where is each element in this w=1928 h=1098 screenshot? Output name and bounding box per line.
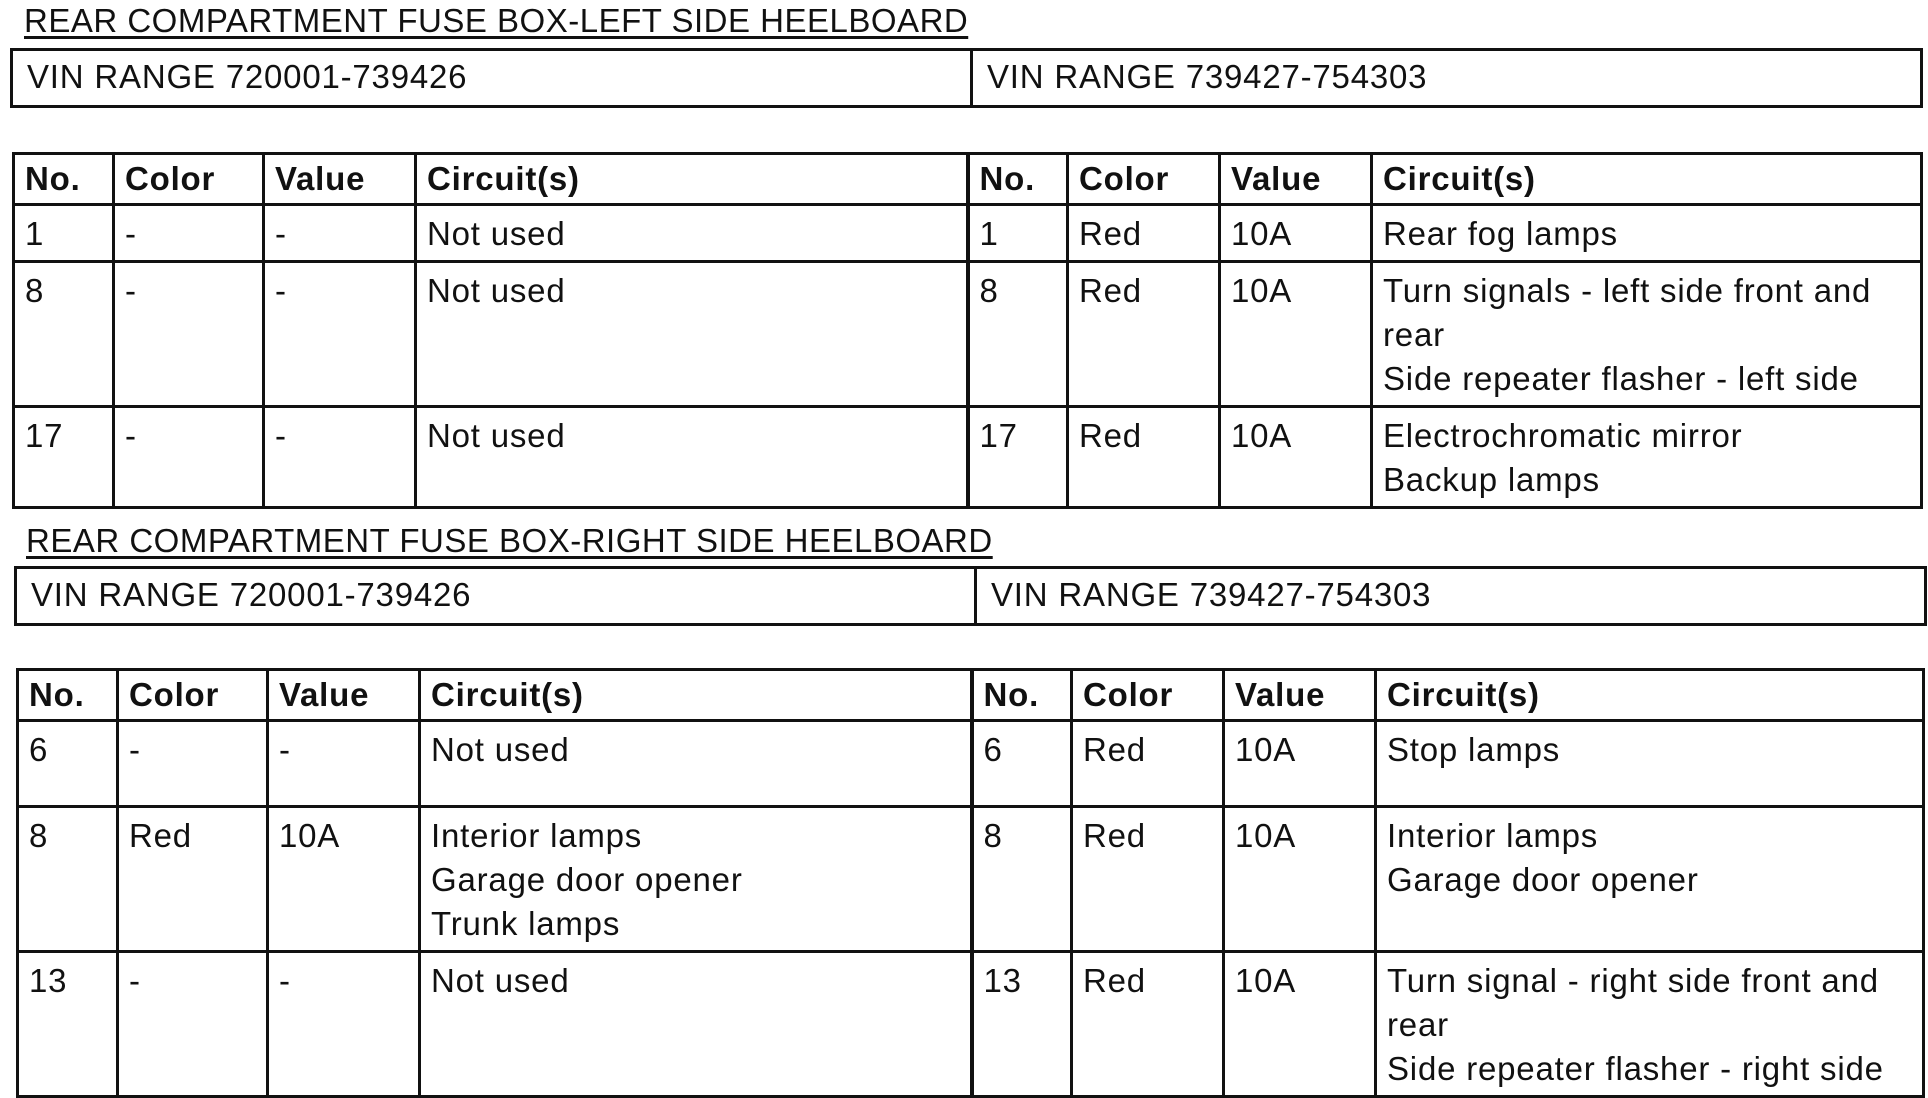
fuse-color: - [118, 952, 268, 1097]
circuit-line: Interior lamps [431, 817, 643, 854]
circuit-line: Not used [431, 731, 570, 768]
circuit-line: Stop lamps [1387, 731, 1561, 768]
col-header-circuits: Circuit(s) [1372, 154, 1922, 205]
fuse-value: - [264, 407, 416, 508]
fuse-value: 10A [268, 807, 420, 952]
col-header-no: No. [18, 670, 118, 721]
col-header-color: Color [1072, 670, 1224, 721]
fuse-color: Red [1072, 721, 1224, 807]
circuit-line: Interior lamps [1387, 817, 1599, 854]
circuit-line: Not used [431, 962, 570, 999]
col-header-no: No. [972, 670, 1072, 721]
table-row [18, 721, 1924, 807]
fuse-color: Red [1068, 407, 1220, 508]
fuse-no: 13 [18, 952, 118, 1097]
right-vin-range-table [14, 566, 1927, 626]
fuse-circuits [416, 262, 968, 407]
fuse-value: - [264, 205, 416, 262]
fuse-circuits [1372, 407, 1922, 508]
circuit-line: Side repeater flasher - right side [1387, 1050, 1884, 1087]
fuse-value: - [268, 721, 420, 807]
left-vin-range-late: VIN RANGE 739427-754303 [972, 50, 1922, 107]
col-header-circuits: Circuit(s) [420, 670, 972, 721]
fuse-value: 10A [1224, 721, 1376, 807]
fuse-color: - [114, 262, 264, 407]
col-header-circuits: Circuit(s) [1376, 670, 1924, 721]
fuse-value: - [268, 952, 420, 1097]
fuse-circuits [1376, 721, 1924, 807]
fuse-circuits [416, 407, 968, 508]
fuse-no: 8 [18, 807, 118, 952]
circuit-line: Backup lamps [1383, 461, 1600, 498]
fuse-value: 10A [1224, 952, 1376, 1097]
circuit-line: Not used [427, 417, 566, 454]
col-header-color: Color [114, 154, 264, 205]
col-header-color: Color [1068, 154, 1220, 205]
fuse-no: 1 [14, 205, 114, 262]
fuse-no: 6 [972, 721, 1072, 807]
fuse-color: - [114, 407, 264, 508]
fuse-circuits [420, 721, 972, 807]
fuse-no: 8 [14, 262, 114, 407]
fuse-no: 6 [18, 721, 118, 807]
fuse-color: - [118, 721, 268, 807]
col-header-color: Color [118, 670, 268, 721]
circuit-line: Turn signal - right side front and rear [1387, 962, 1879, 1043]
table-row [14, 205, 1922, 262]
col-header-circuits: Circuit(s) [416, 154, 968, 205]
fuse-color: Red [1072, 952, 1224, 1097]
left-vin-range-early: VIN RANGE 720001-739426 [12, 50, 972, 107]
right-vin-range-early: VIN RANGE 720001-739426 [16, 568, 976, 625]
fuse-circuits [1372, 262, 1922, 407]
col-header-no: No. [14, 154, 114, 205]
fuse-no: 1 [968, 205, 1068, 262]
circuit-line: Rear fog lamps [1383, 215, 1618, 252]
fuse-value: - [264, 262, 416, 407]
circuit-line: Not used [427, 215, 566, 252]
fuse-no: 17 [968, 407, 1068, 508]
left-fuse-table-header [14, 154, 1922, 205]
right-vin-range-late: VIN RANGE 739427-754303 [976, 568, 1926, 625]
table-row [14, 407, 1922, 508]
fuse-circuits [1376, 952, 1924, 1097]
fuse-value: 10A [1224, 807, 1376, 952]
table-row [18, 952, 1924, 1097]
fuse-no: 13 [972, 952, 1072, 1097]
fuse-value: 10A [1220, 407, 1372, 508]
left-heelboard-title: REAR COMPARTMENT FUSE BOX-LEFT SIDE HEELBOARD [24, 2, 969, 39]
fuse-color: Red [1068, 262, 1220, 407]
fuse-circuits [1372, 205, 1922, 262]
fuse-circuits [416, 205, 968, 262]
fuse-color: - [114, 205, 264, 262]
right-fuse-table [16, 668, 1925, 1098]
fuse-color: Red [1072, 807, 1224, 952]
fuse-circuits [420, 807, 972, 952]
col-header-value: Value [268, 670, 420, 721]
right-heelboard-title: REAR COMPARTMENT FUSE BOX-RIGHT SIDE HEELBOARD [26, 522, 993, 559]
fuse-value: 10A [1220, 262, 1372, 407]
col-header-value: Value [264, 154, 416, 205]
fuse-color: Red [118, 807, 268, 952]
circuit-line: Not used [427, 272, 566, 309]
fuse-no: 8 [968, 262, 1068, 407]
circuit-line: Side repeater flasher - left side [1383, 360, 1859, 397]
circuit-line: Garage door opener [431, 861, 743, 898]
right-fuse-table-header [18, 670, 1924, 721]
circuit-line: Trunk lamps [431, 905, 621, 942]
fuse-circuits [1376, 807, 1924, 952]
fuse-color: Red [1068, 205, 1220, 262]
table-row [14, 262, 1922, 407]
circuit-line: Electrochromatic mirror [1383, 417, 1743, 454]
circuit-line: Turn signals - left side front and rear [1383, 272, 1872, 353]
fuse-no: 8 [972, 807, 1072, 952]
col-header-value: Value [1220, 154, 1372, 205]
fuse-value: 10A [1220, 205, 1372, 262]
table-row [18, 807, 1924, 952]
left-fuse-table [12, 152, 1923, 509]
col-header-value: Value [1224, 670, 1376, 721]
fuse-no: 17 [14, 407, 114, 508]
left-vin-range-table [10, 48, 1923, 108]
col-header-no: No. [968, 154, 1068, 205]
circuit-line: Garage door opener [1387, 861, 1699, 898]
fuse-circuits [420, 952, 972, 1097]
